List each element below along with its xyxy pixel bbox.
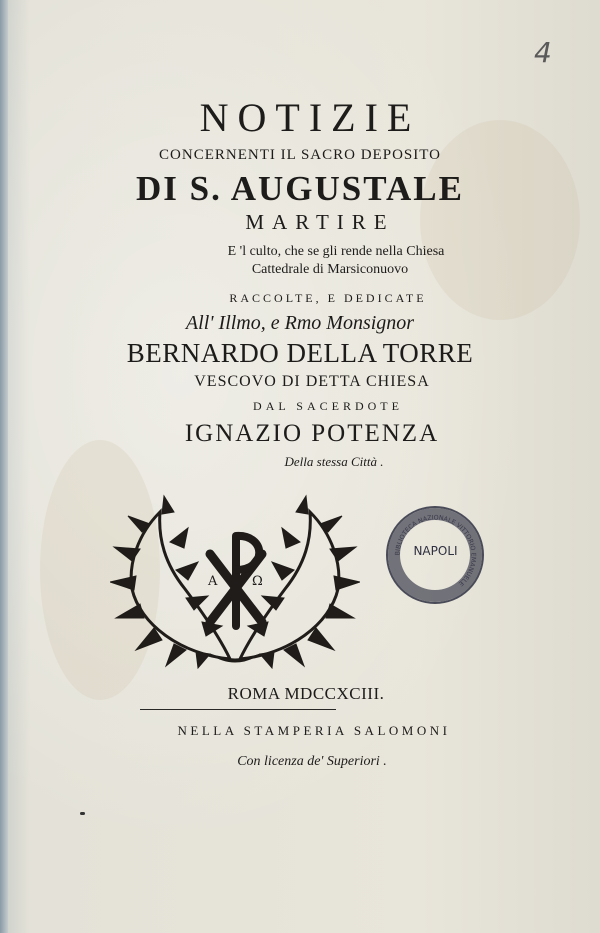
subtitle-concernenti: CONCERNENTI IL SACRO DEPOSITO bbox=[159, 147, 441, 163]
svg-text:BIBLIOTECA NAZIONALE VITTORIO: BIBLIOTECA NAZIONALE VITTORIO EMANUELE bbox=[394, 514, 477, 588]
by-priest-line: DAL SACERDOTE bbox=[253, 399, 403, 413]
shelfmark-number: 4 bbox=[534, 36, 552, 69]
cult-line-1: E 'l culto, che se gli rende nella Chiesa bbox=[227, 244, 445, 259]
bishop-title: VESCOVO DI DETTA CHIESA bbox=[194, 373, 430, 390]
collected-dedicated-line: RACCOLTE, E DEDICATE bbox=[229, 291, 427, 305]
imprint-place-date: ROMA MDCCXCIII. bbox=[227, 684, 385, 703]
alpha-glyph: Α bbox=[208, 574, 218, 589]
dedication-line: All' Illmo, e Rmo Monsignor bbox=[185, 312, 415, 334]
cult-line-2: Cattedrale di Marsiconuovo bbox=[251, 262, 409, 277]
bishop-name: BERNARDO DELLA TORRE bbox=[126, 338, 474, 368]
book-title: NOTIZIE bbox=[199, 95, 421, 140]
author-city: Della stessa Città . bbox=[284, 454, 384, 469]
vignette-drawing bbox=[110, 494, 360, 670]
license-line: Con licenza de' Superiori . bbox=[237, 754, 387, 769]
library-stamp bbox=[386, 506, 486, 606]
printer-line: NELLA STAMPERIA SALOMONI bbox=[177, 723, 451, 738]
ink-speck bbox=[80, 812, 85, 815]
author-name: IGNAZIO POTENZA bbox=[184, 420, 440, 447]
imprint-rule bbox=[140, 709, 336, 710]
chi-rho-wreath-icon bbox=[110, 494, 360, 670]
saint-name: DI S. AUGUSTALE bbox=[136, 169, 464, 208]
stamp-center-text: NAPOLI bbox=[413, 544, 458, 558]
omega-glyph: Ω bbox=[252, 574, 263, 589]
martyr-line: MARTIRE bbox=[245, 210, 395, 234]
